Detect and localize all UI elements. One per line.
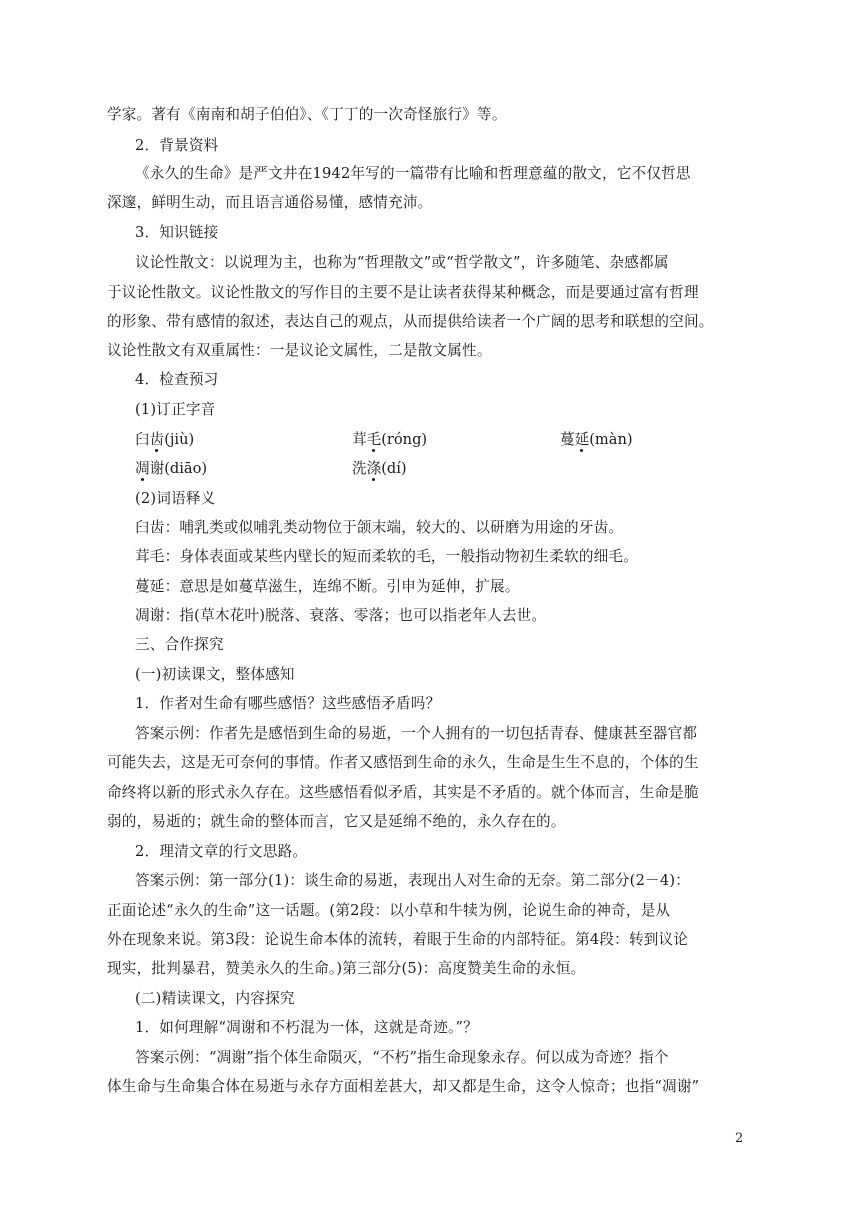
- subsection-heading: (一)初读课文，整体感知: [135, 666, 295, 683]
- subsection-heading: (2)词语释义: [135, 490, 216, 507]
- question-line: 2．理清文章的行文思路。: [135, 843, 308, 860]
- section-heading: 3．知识链接: [135, 224, 219, 241]
- text-line: 深邃，鲜明生动，而且语言通俗易懂，感情充沛。: [107, 194, 433, 211]
- definition-line: 蔓延：意思是如蔓草滋生，连绵不断。引申为延伸，扩展。: [135, 578, 520, 595]
- answer-line: 可能失去，这是无可奈何的事情。作者又感悟到生命的永久，生命是生生不息的，个体的生: [107, 754, 699, 771]
- text-line: 于议论性散文。议论性散文的写作目的主要不是让读者获得某种概念，而是要通过富有哲理: [107, 284, 699, 301]
- pinyin-entry: 茸毛(róng): [352, 431, 428, 448]
- text-line: 的形象、带有感情的叙述，表达自己的观点，从而提供给读者一个广阔的思考和联想的空间。: [107, 313, 714, 330]
- definition-line: 凋谢：指(草木花叶)脱落、衰落、零落；也可以指老年人去世。: [135, 607, 547, 624]
- pinyin-entry: 洗涤(dí): [352, 460, 407, 477]
- text-line: 《永久的生命》是严文井在1942年写的一篇带有比喻和哲理意蕴的散文，它不仅哲思: [135, 165, 691, 182]
- answer-line: 体生命与生命集合体在易逝与永存方面相差甚大，却又都是生命，这令人惊奇；也指“凋谢”: [107, 1078, 700, 1095]
- page-number: 2: [735, 1131, 744, 1146]
- answer-line: 命终将以新的形式永久存在。这些感悟看似矛盾，其实是不矛盾的。就个体而言，生命是脆: [107, 784, 699, 801]
- answer-line: 弱的，易逝的；就生命的整体而言，它又是延绵不绝的，永久存在的。: [107, 813, 566, 830]
- answer-line: 答案示例：第一部分(1)：谈生命的易逝，表现出人对生命的无奈。第二部分(2－4)：: [135, 872, 691, 889]
- section-heading: 三、合作探究: [135, 636, 224, 653]
- text-line: 议论性散文有双重属性：一是议论文属性，二是散文属性。: [107, 342, 492, 359]
- section-heading: 4．检查预习: [135, 371, 219, 388]
- section-heading: 2．背景资料: [135, 137, 219, 154]
- definition-line: 臼齿：哺乳类或似哺乳类动物位于颌末端，较大的、以研磨为用途的牙齿。: [135, 519, 624, 536]
- answer-line: 现实，批判暴君，赞美永久的生命。)第三部分(5)：高度赞美生命的永恒。: [107, 960, 586, 977]
- pinyin-entry: 凋谢(diāo): [135, 460, 208, 477]
- pinyin-entry: 臼齿(jiù): [135, 431, 195, 448]
- text-line: 议论性散文：以说理为主，也称为“哲理散文”或“哲学散文”，许多随笔、杂感都属: [135, 254, 669, 271]
- question-line: 1．如何理解“凋谢和不朽混为一体，这就是奇迹。”？: [135, 1019, 478, 1036]
- answer-line: 外在现象来说。第3段：论说生命本体的流转，着眼于生命的内部特征。第4段：转到议论: [107, 931, 689, 948]
- definition-line: 茸毛：身体表面或某些内壁长的短而柔软的毛，一般指动物初生柔软的细毛。: [135, 548, 638, 565]
- subsection-heading: (1)订正字音: [135, 401, 216, 418]
- pinyin-entry: 蔓延(màn): [560, 431, 633, 448]
- answer-line: 正面论述“永久的生命”这一话题。(第2段：以小草和牛犊为例，论说生命的神奇，是从: [107, 902, 671, 919]
- answer-line: 答案示例：“凋谢”指个体生命陨灭，“不朽”指生命现象永存。何以成为奇迹？指个: [135, 1049, 669, 1066]
- text-line: 学家。著有《南南和胡子伯伯》、《丁丁的一次奇怪旅行》等。: [107, 106, 507, 123]
- question-line: 1．作者对生命有哪些感悟？这些感悟矛盾吗？: [135, 695, 441, 712]
- subsection-heading: (二)精读课文，内容探究: [135, 990, 295, 1007]
- answer-line: 答案示例：作者先是感悟到生命的易逝，一个人拥有的一切包括青春、健康甚至器官都: [135, 725, 698, 742]
